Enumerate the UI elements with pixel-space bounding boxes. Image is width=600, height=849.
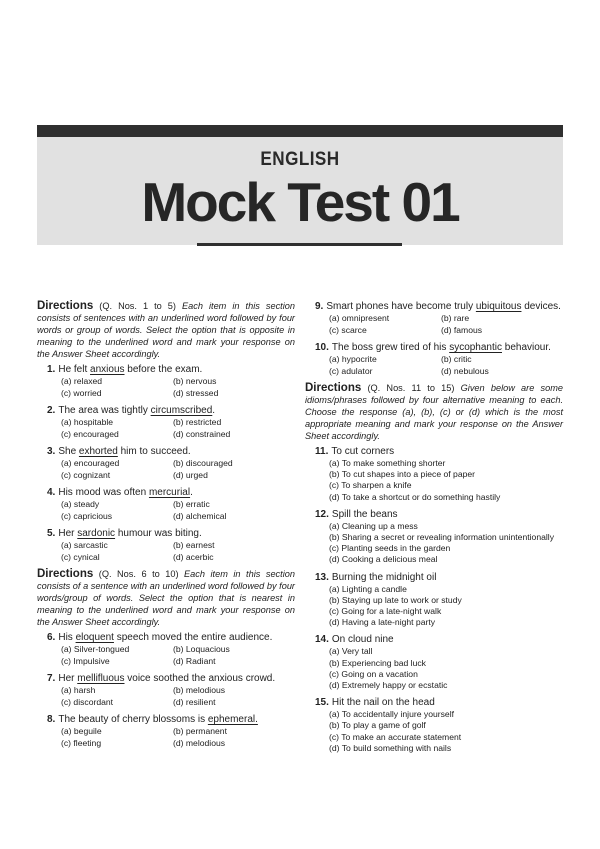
option-c: (c) cynical — [61, 551, 100, 562]
option-a: (a) omnipresent — [329, 313, 390, 323]
right-column — [305, 300, 563, 759]
option-b: (b) Loquacious — [173, 644, 230, 654]
directions-block — [37, 300, 295, 360]
question-stem — [305, 508, 563, 521]
question-number: 1. — [47, 364, 56, 375]
question-text-post: humour was biting. — [115, 528, 202, 539]
option-c: (c) scarce — [329, 324, 367, 335]
question-number: 3. — [47, 446, 56, 457]
option-d: (d) Having a late-night party — [329, 617, 436, 628]
question-text-pre: Smart phones have become truly — [326, 301, 476, 312]
question-number: 4. — [47, 487, 56, 498]
question-item — [37, 363, 295, 399]
question-stem — [305, 633, 563, 646]
directions-text: Each item in this section consists of sentences with an underlined word followed by four words or group of words. Select the option that is opposite in meaning to the underlined word and mark your response on the Answer Sheet accordingly. — [37, 301, 295, 359]
underlined-word: sycophantic — [449, 342, 502, 353]
question-text-post: voice soothed the anxious crowd. — [124, 673, 276, 684]
answer-options — [305, 354, 563, 377]
option-a: (a) To accidentally injure yourself — [329, 709, 454, 720]
question-text-pre: The boss grew tired of his — [331, 342, 450, 353]
question-stem — [37, 486, 295, 499]
option-b: (b) rare — [441, 313, 470, 323]
question-text-pre: The beauty of cherry blossoms is — [58, 714, 208, 725]
underlined-word: eloquent — [75, 632, 114, 643]
answer-options — [37, 499, 295, 522]
option-d: (d) famous — [441, 324, 483, 335]
idiom-text: Spill the beans — [331, 508, 398, 520]
question-number: 11. — [315, 446, 329, 457]
directions-heading: Directions — [305, 382, 362, 394]
question-stem — [37, 404, 295, 417]
question-number: 10. — [315, 342, 329, 353]
option-a: (a) steady — [61, 499, 100, 509]
question-item — [37, 631, 295, 667]
answer-options — [37, 726, 295, 749]
answer-options — [305, 313, 563, 336]
question-text-post: behaviour. — [502, 342, 551, 353]
option-d: (d) constrained — [173, 428, 231, 439]
option-a: (a) Very tall — [329, 646, 373, 657]
option-b: (b) erratic — [173, 499, 210, 509]
option-c: (c) Planting seeds in the garden — [329, 543, 451, 554]
option-b: (b) Sharing a secret or revealing information unintentionally — [329, 532, 554, 543]
underlined-word: ephemeral. — [207, 714, 258, 725]
question-stem — [305, 341, 563, 354]
directions-qnos: (Q. Nos. 1 to 5) — [99, 301, 176, 311]
option-c: (c) Impulsive — [61, 655, 110, 666]
question-item — [37, 713, 295, 749]
question-stem — [37, 445, 295, 458]
directions-qnos: (Q. Nos. 11 to 15) — [367, 383, 455, 393]
question-text-post: devices. — [521, 301, 561, 312]
option-d: (d) melodious — [173, 737, 226, 748]
question-item — [305, 300, 563, 336]
title-banner — [37, 137, 563, 245]
option-b: (b) Experiencing bad luck — [329, 657, 426, 668]
directions-qnos: (Q. Nos. 6 to 10) — [98, 569, 179, 579]
option-d: (d) To build something with nails — [329, 742, 452, 753]
option-b: (b) restricted — [173, 417, 222, 427]
option-b: (b) permanent — [173, 726, 227, 736]
question-item — [305, 696, 563, 754]
question-number: 15. — [315, 697, 329, 709]
question-item — [305, 633, 563, 691]
question-number: 2. — [47, 405, 56, 416]
option-c: (c) discordant — [61, 696, 114, 707]
question-stem — [305, 445, 563, 458]
idiom-text: Burning the midnight oil — [331, 571, 437, 583]
option-c: (c) fleeting — [61, 737, 102, 748]
answer-options — [305, 646, 563, 691]
option-d: (d) urged — [173, 469, 208, 480]
answer-options — [37, 417, 295, 440]
option-c: (c) To sharpen a knife — [329, 480, 412, 491]
question-text-pre: The area was tightly — [58, 405, 151, 416]
option-a: (a) Lighting a candle — [329, 583, 407, 594]
answer-options — [305, 709, 563, 754]
option-a: (a) hospitable — [61, 417, 114, 427]
question-number: 13. — [315, 571, 329, 583]
question-text-post: him to succeed. — [117, 446, 191, 457]
directions-heading: Directions — [37, 300, 94, 312]
question-text-pre: He felt — [58, 364, 91, 375]
question-number: 12. — [315, 508, 329, 520]
option-a: (a) To make something shorter — [329, 458, 446, 468]
directions-block — [305, 382, 563, 442]
question-stem — [37, 672, 295, 685]
question-number: 6. — [47, 632, 56, 643]
idiom-text: Hit the nail on the head — [331, 697, 435, 709]
answer-options — [37, 540, 295, 563]
question-stem — [37, 363, 295, 376]
underlined-word: ubiquitous — [475, 301, 522, 312]
question-text-pre: Her — [58, 673, 78, 684]
directions-text: Given below are some idioms/phrases followed by four alternative meaning to each. Choose the response (a), (b), (c) or (d) which is the most appropriate meaning and mark your response on the Answer Sheet accordingly. — [305, 383, 564, 441]
option-a: (a) Silver-tongued — [61, 644, 130, 654]
title-underline-rule — [197, 243, 402, 246]
question-stem — [305, 300, 563, 313]
question-stem — [305, 696, 563, 709]
question-text-post: . — [212, 405, 216, 416]
option-b: (b) To cut shapes into a piece of paper — [329, 469, 476, 480]
option-d: (d) Cooking a delicious meal — [329, 554, 438, 565]
option-d: (d) resilient — [173, 696, 216, 707]
option-c: (c) worried — [61, 387, 102, 398]
option-d: (d) alchemical — [173, 510, 227, 521]
page-title: Mock Test 01 — [141, 171, 459, 233]
question-item — [37, 445, 295, 481]
option-a: (a) relaxed — [61, 376, 103, 386]
question-text-pre: His mood was often — [58, 487, 149, 498]
question-item — [37, 527, 295, 563]
underlined-word: mercurial — [148, 487, 191, 498]
question-item — [305, 445, 563, 503]
idiom-text: To cut corners — [331, 446, 395, 457]
question-number: 8. — [47, 714, 56, 725]
underlined-word: exhorted — [78, 446, 118, 457]
option-c: (c) Going on a vacation — [329, 668, 418, 679]
question-number: 5. — [47, 528, 56, 539]
question-number: 7. — [47, 673, 56, 684]
underlined-word: anxious — [90, 364, 125, 375]
option-a: (a) hypocrite — [329, 354, 377, 364]
option-c: (c) To make an accurate statement — [329, 731, 462, 742]
underlined-word: circumscribed — [150, 405, 213, 416]
answer-options — [37, 458, 295, 481]
question-text-pre: His — [58, 632, 76, 643]
option-b: (b) Staying up late to work or study — [329, 594, 462, 605]
directions-heading: Directions — [37, 568, 94, 580]
answer-options — [305, 584, 563, 629]
option-d: (d) To take a shortcut or do something hastily — [329, 491, 501, 502]
question-stem — [37, 527, 295, 540]
question-stem — [37, 631, 295, 644]
question-stem — [305, 571, 563, 584]
option-b: (b) critic — [441, 354, 472, 364]
option-c: (c) adulator — [329, 365, 373, 376]
option-d: (d) nebulous — [441, 365, 489, 376]
option-a: (a) encouraged — [61, 458, 120, 468]
answer-options — [305, 458, 563, 503]
answer-options — [37, 685, 295, 708]
option-b: (b) nervous — [173, 376, 217, 386]
option-d: (d) Radiant — [173, 655, 216, 666]
option-a: (a) sarcastic — [61, 540, 108, 550]
option-b: (b) discouraged — [173, 458, 233, 468]
underlined-word: sardonic — [77, 528, 116, 539]
option-a: (a) beguile — [61, 726, 102, 736]
question-stem — [37, 713, 295, 726]
question-number: 14. — [315, 634, 329, 646]
option-c: (c) cognizant — [61, 469, 111, 480]
question-number: 9. — [315, 301, 324, 312]
question-text-pre: Her — [58, 528, 78, 539]
option-d: (d) acerbic — [173, 551, 214, 562]
question-item — [37, 486, 295, 522]
question-item — [37, 404, 295, 440]
question-text-post: speech moved the entire audience. — [113, 632, 273, 643]
underlined-word: mellifluous — [77, 673, 125, 684]
left-column — [37, 300, 295, 754]
question-item — [37, 672, 295, 708]
option-d: (d) stressed — [173, 387, 219, 398]
header-top-bar — [37, 125, 563, 137]
answer-options — [305, 521, 563, 566]
option-a: (a) harsh — [61, 685, 96, 695]
question-text-pre: She — [58, 446, 79, 457]
subject-heading: ENGLISH — [260, 149, 340, 170]
answer-options — [37, 644, 295, 667]
question-item — [305, 508, 563, 566]
question-text-post: . — [190, 487, 193, 498]
idiom-text: On cloud nine — [331, 634, 394, 646]
option-c: (c) Going for a late-night walk — [329, 606, 442, 617]
option-c: (c) capricious — [61, 510, 113, 521]
option-b: (b) melodious — [173, 685, 226, 695]
option-b: (b) To play a game of golf — [329, 720, 426, 731]
question-item — [305, 571, 563, 629]
directions-block — [37, 568, 295, 628]
option-b: (b) earnest — [173, 540, 215, 550]
answer-options — [37, 376, 295, 399]
option-c: (c) encouraged — [61, 428, 119, 439]
question-item — [305, 341, 563, 377]
question-text-post: before the exam. — [124, 364, 203, 375]
option-d: (d) Extremely happy or ecstatic — [329, 680, 448, 691]
option-a: (a) Cleaning up a mess — [329, 520, 418, 531]
directions-text: Each item in this section consists of a sentence with an underlined word followed by four words/group of words. Select the option that is nearest in meaning to the underlined word and mark your response on the Answer Sheet accordingly. — [37, 569, 295, 627]
